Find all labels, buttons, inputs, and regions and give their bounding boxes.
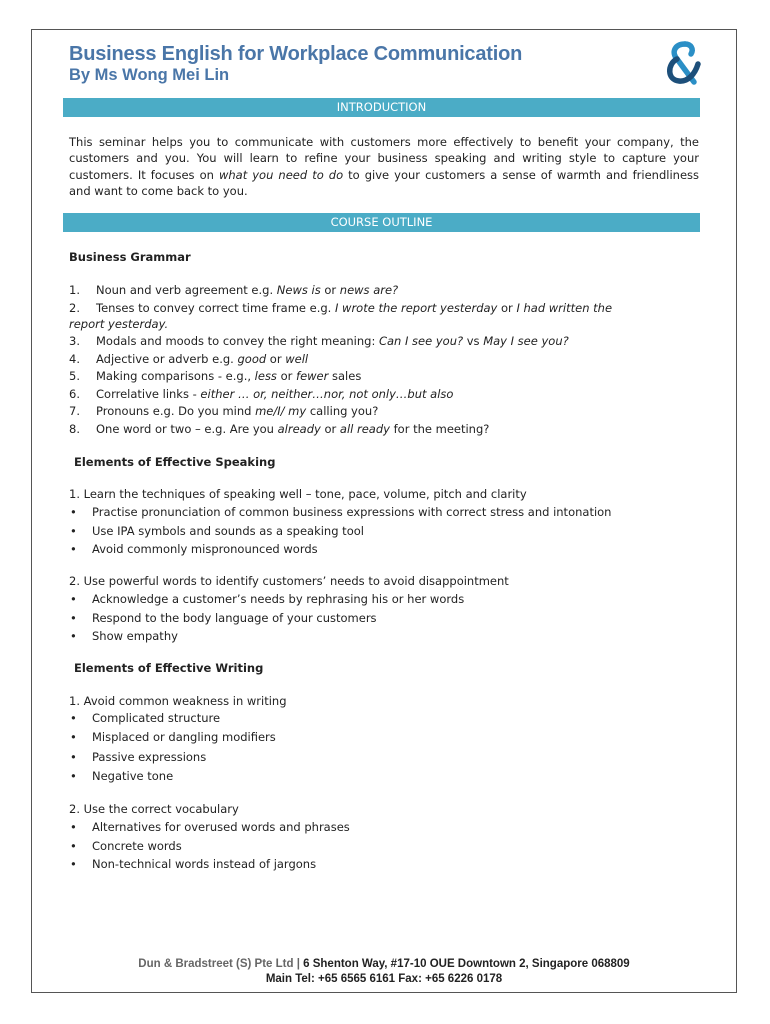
list-item: Adjective or adverb e.g. good or well	[96, 352, 309, 366]
bullet-icon: •	[70, 611, 77, 625]
speaking-group-2: 2. Use powerful words to identify customers’ needs to avoid disappointment	[69, 574, 509, 588]
list-number: 8.	[69, 422, 80, 436]
page-title: Business English for Workplace Communication	[69, 43, 523, 65]
page-subtitle: By Ms Wong Mei Lin	[69, 66, 230, 84]
list-item: Pronouns e.g. Do you mind me/I/ my calling you?	[96, 404, 379, 418]
list-number: 7.	[69, 404, 80, 418]
list-item: Use IPA symbols and sounds as a speaking tool	[92, 524, 364, 538]
course-outline-heading-bar: COURSE OUTLINE	[63, 213, 700, 232]
list-item: Show empathy	[92, 629, 178, 643]
list-item: Avoid commonly mispronounced words	[92, 542, 318, 556]
list-item: Modals and moods to convey the right meaning: Can I see you? vs May I see you?	[96, 334, 569, 348]
ampersand-logo-icon	[661, 40, 703, 86]
introduction-paragraph: This seminar helps you to communicate with customers more effectively to benefit your company, the customers and you. You will learn to refine your business speaking and writing style to capture your customers. It focuses on what you need to do to give your customers a sense of warmth and friendliness and want to come back to you.	[69, 135, 699, 199]
footer-address: Dun & Bradstreet (S) Pte Ltd | 6 Shenton Way, #17-10 OUE Downtown 2, Singapore 068809	[138, 958, 630, 970]
list-item: One word or two – e.g. Are you already or all ready for the meeting?	[96, 422, 490, 436]
list-item: Passive expressions	[92, 750, 207, 764]
list-number: 2.	[69, 301, 80, 315]
bullet-icon: •	[70, 820, 77, 834]
business-grammar-heading: Business Grammar	[69, 250, 191, 264]
list-item: Misplaced or dangling modifiers	[92, 730, 276, 744]
bullet-icon: •	[70, 711, 77, 725]
effective-speaking-heading: Elements of Effective Speaking	[74, 455, 276, 469]
list-item: Acknowledge a customer’s needs by rephrasing his or her words	[92, 592, 465, 606]
bullet-icon: •	[70, 839, 77, 853]
list-item: Complicated structure	[92, 711, 221, 725]
list-number: 3.	[69, 334, 80, 348]
footer-contact: Main Tel: +65 6565 6161 Fax: +65 6226 0178	[265, 973, 503, 985]
list-item: Negative tone	[92, 769, 174, 783]
list-item: Correlative links - either … or, neither…nor, not only…but also	[96, 387, 454, 401]
list-item: Respond to the body language of your customers	[92, 611, 377, 625]
list-number: 6.	[69, 387, 80, 401]
writing-group-1: 1. Avoid common weakness in writing	[69, 694, 287, 708]
list-item: Noun and verb agreement e.g. News is or news are?	[96, 283, 399, 297]
list-number: 5.	[69, 369, 80, 383]
introduction-heading-bar: INTRODUCTION	[63, 98, 700, 117]
bullet-icon: •	[70, 629, 77, 643]
list-item: Alternatives for overused words and phrases	[92, 820, 350, 834]
list-item-continuation: report yesterday.	[69, 317, 169, 331]
bullet-icon: •	[70, 524, 77, 538]
bullet-icon: •	[70, 592, 77, 606]
bullet-icon: •	[70, 857, 77, 871]
effective-writing-heading: Elements of Effective Writing	[74, 661, 264, 675]
list-item: Tenses to convey correct time frame e.g. I wrote the report yesterday or I had written the	[96, 301, 613, 315]
list-item: Non-technical words instead of jargons	[92, 857, 317, 871]
bullet-icon: •	[70, 730, 77, 744]
bullet-icon: •	[70, 769, 77, 783]
bullet-icon: •	[70, 505, 77, 519]
bullet-icon: •	[70, 750, 77, 764]
bullet-icon: •	[70, 542, 77, 556]
list-number: 1.	[69, 283, 80, 297]
writing-group-2: 2. Use the correct vocabulary	[69, 802, 239, 816]
list-item: Concrete words	[92, 839, 182, 853]
list-number: 4.	[69, 352, 80, 366]
speaking-group-1: 1. Learn the techniques of speaking well – tone, pace, volume, pitch and clarity	[69, 487, 527, 501]
list-item: Practise pronunciation of common business expressions with correct stress and intonation	[92, 505, 612, 519]
list-item: Making comparisons - e.g., less or fewer sales	[96, 369, 362, 383]
